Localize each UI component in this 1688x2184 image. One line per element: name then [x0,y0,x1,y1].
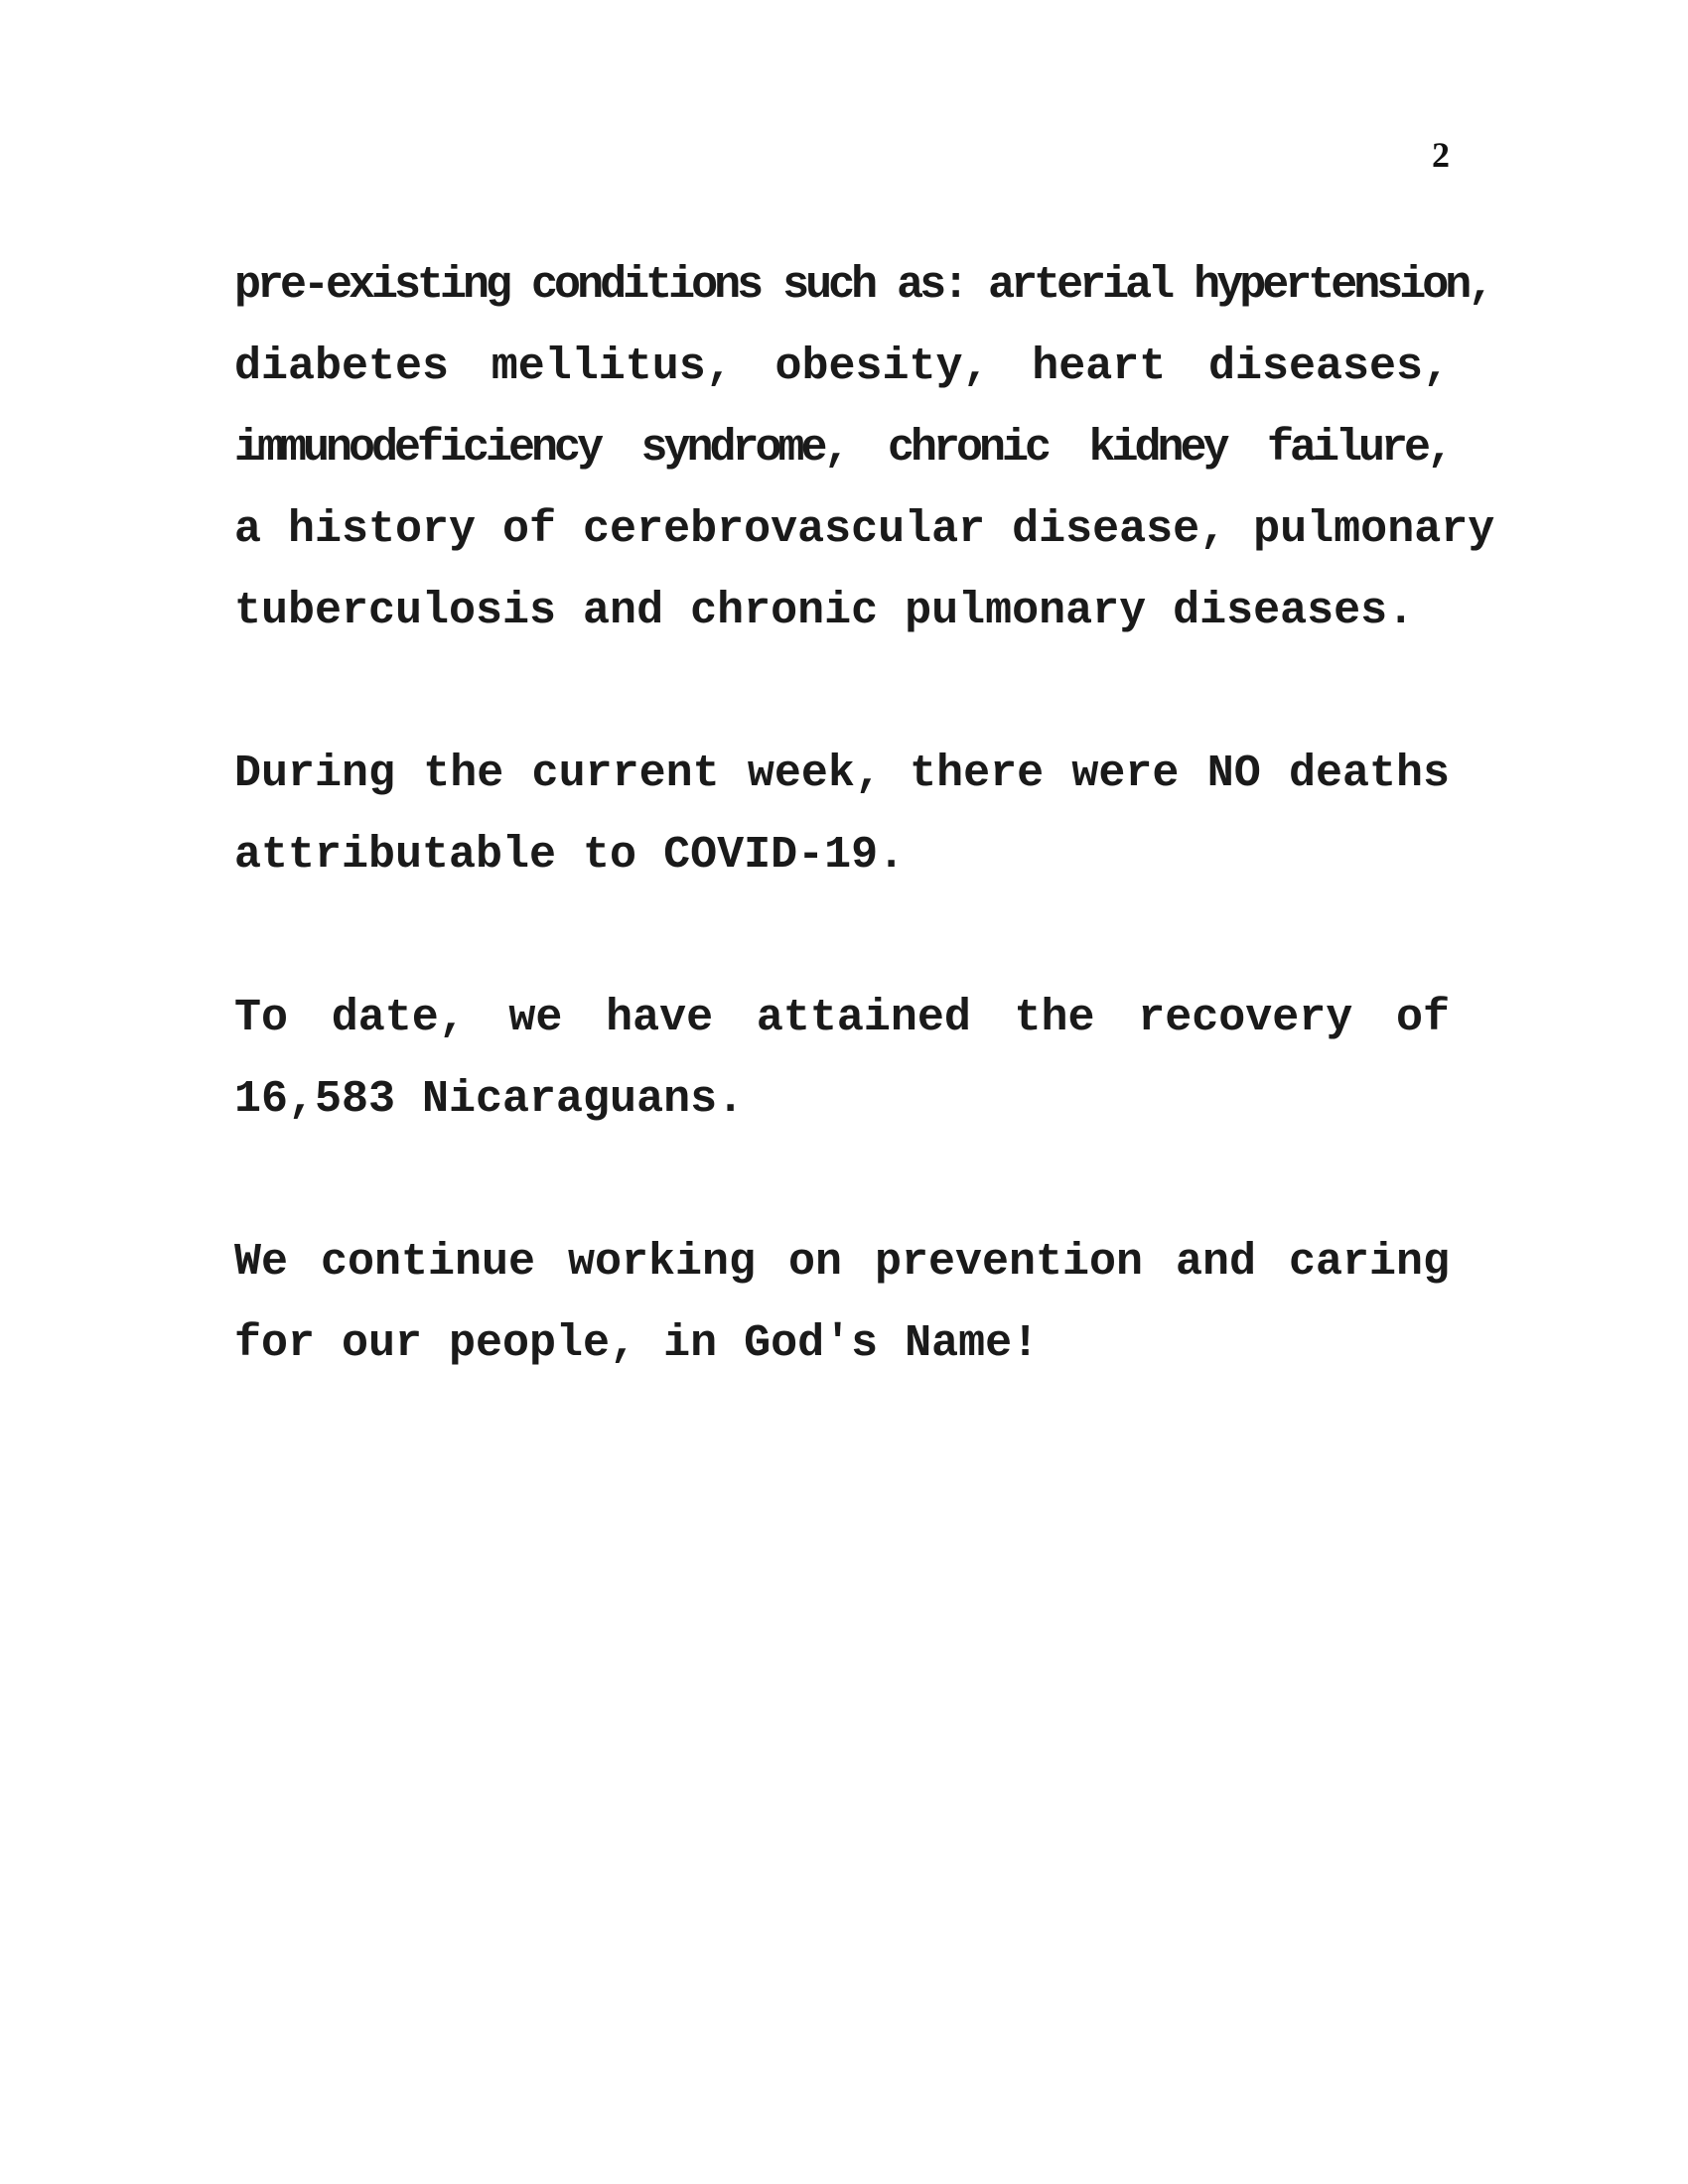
paragraph-line: attributable to COVID-19. [234,830,906,881]
paragraph-line: pre-existing conditions such as: arterial hypertension, [234,260,1491,311]
paragraph-line: 16,583 Nicaraguans. [234,1074,745,1125]
paragraph-line: tuberculosis and chronic pulmonary diseases. [234,586,1415,636]
paragraph-line: During the current week, there were NO deaths [234,749,1450,799]
paragraph-line: a history of cerebrovascular disease, pulmonary [234,504,1495,555]
paragraph-line: diabetes mellitus, obesity, heart diseases, [234,341,1450,392]
paragraph-line: We continue working on prevention and caring [234,1237,1450,1288]
page-number: 2 [1432,135,1450,175]
paragraph-line: To date, we have attained the recovery of [234,993,1450,1043]
paragraph-line: for our people, in God's Name! [234,1318,1040,1369]
paragraph-line: immunodeficiency syndrome, chronic kidney failure, [234,423,1450,474]
